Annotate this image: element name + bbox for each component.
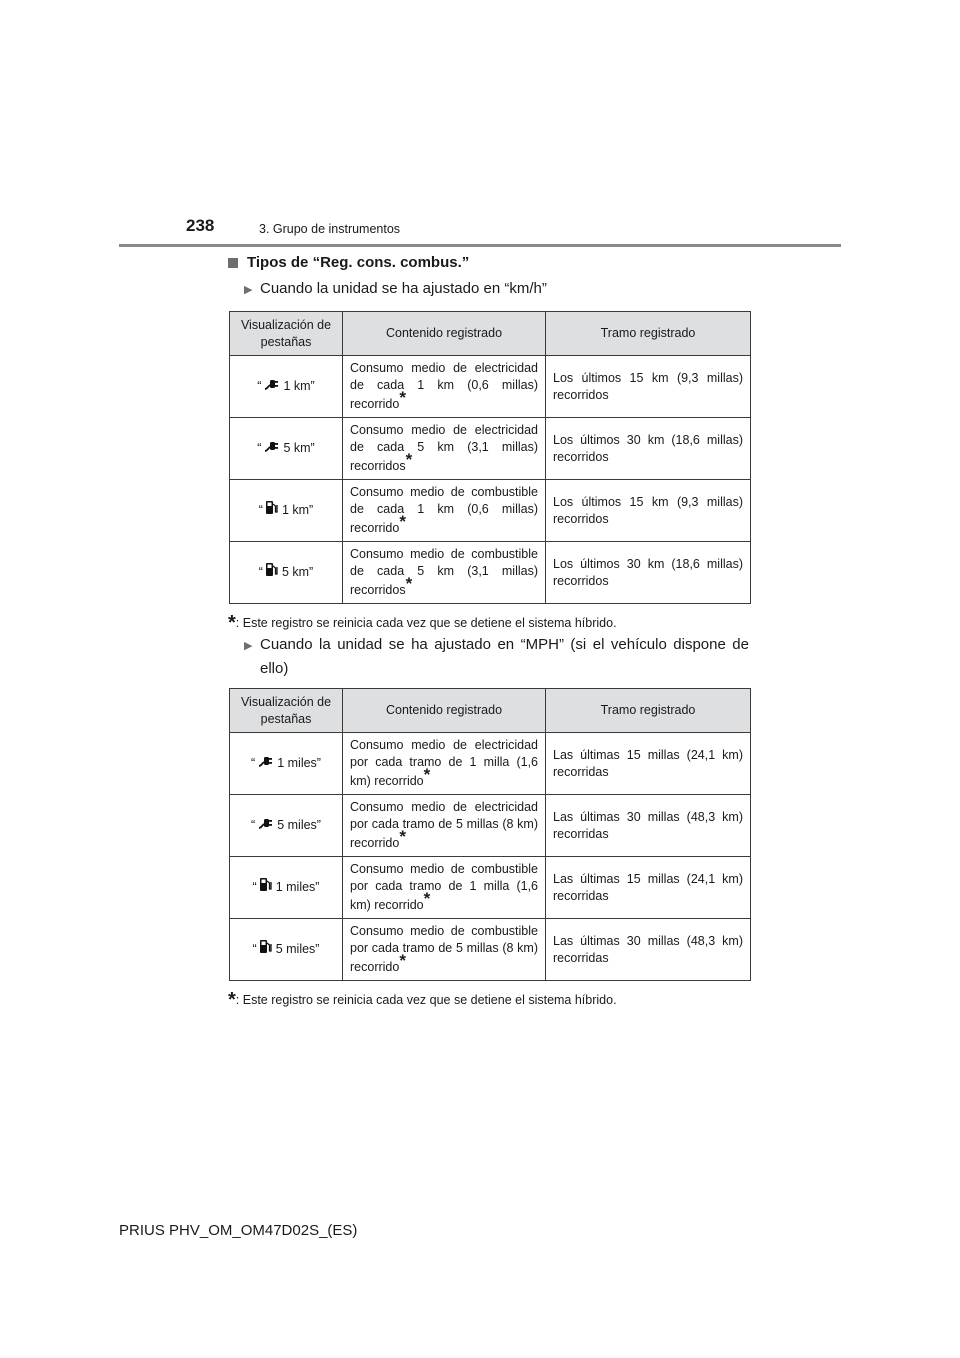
recorded-content-cell (343, 733, 546, 795)
footnote-asterisk: * (228, 989, 236, 1011)
recorded-content-text: Consumo medio de electricidad de cada 1 km (0,6 millas) recorrido (350, 361, 538, 411)
quote-open: “ (252, 941, 257, 956)
tab-display-cell (230, 418, 343, 480)
header-recorded-range: Tramo registrado (546, 312, 751, 356)
table-header-row (230, 689, 751, 733)
header-recorded-content: Contenido registrado (343, 689, 546, 733)
page-number: 238 (186, 216, 215, 235)
header-tab-display: Visualización de pestañas (230, 689, 343, 733)
footnote-reference: * (423, 889, 431, 908)
miles-table (229, 688, 751, 981)
quote-open: “ (258, 502, 263, 517)
recorded-range-text: Las últimas 30 millas (48,3 km) recorridas (553, 809, 743, 841)
recorded-range-text: Los últimos 15 km (9,3 millas) recorridos (553, 494, 743, 526)
recorded-content-text: Consumo medio de electricidad por cada tramo de 1 milla (1,6 km) recorrido (350, 738, 538, 788)
recorded-content-text: Consumo medio de combustible por cada tramo de 1 milla (1,6 km) recorrido (350, 862, 538, 912)
electric-plug-icon (263, 376, 279, 395)
footnote-miles (228, 987, 617, 1010)
footnote-reference: * (399, 827, 406, 846)
quote-open: “ (251, 755, 256, 770)
recorded-content-text: Consumo medio de combustible por cada tramo de 5 millas (8 km) recorrido (350, 924, 538, 974)
footnote-reference: * (399, 388, 406, 407)
header-recorded-range: Tramo registrado (546, 689, 751, 733)
section-heading-text: Tipos de “Reg. cons. combus.” (247, 254, 470, 271)
recorded-range-text: Las últimas 15 millas (24,1 km) recorridas (553, 871, 743, 903)
condition-text: Cuando la unidad se ha ajustado en “MPH” (si el vehículo dispone de ello) (260, 636, 749, 677)
recorded-range-cell (546, 480, 751, 542)
tab-label: 5 miles” (275, 941, 320, 956)
recorded-range-text: Las últimas 15 millas (24,1 km) recorridas (553, 747, 743, 779)
tab-label: 1 km” (281, 502, 314, 517)
tab-display-cell (230, 356, 343, 418)
recorded-content-text: Consumo medio de electricidad de cada 5 km (3,1 millas) recorridos (350, 423, 538, 473)
table-row (230, 418, 751, 480)
electric-plug-icon (257, 753, 273, 772)
tab-label: 5 km” (283, 440, 315, 455)
recorded-range-text: Las últimas 30 millas (48,3 km) recorridas (553, 933, 743, 965)
recorded-range-cell (546, 857, 751, 919)
fuel-pump-icon (265, 499, 278, 520)
table-row (230, 480, 751, 542)
recorded-range-cell (546, 542, 751, 604)
recorded-content-cell (343, 418, 546, 480)
recorded-range-text: Los últimos 15 km (9,3 millas) recorridos (553, 370, 743, 402)
header-divider (119, 244, 841, 247)
condition-text: Cuando la unidad se ha ajustado en “km/h” (260, 280, 547, 297)
tab-label: 1 km” (283, 378, 315, 393)
condition-kmh (244, 277, 749, 302)
electric-plug-icon (257, 815, 273, 834)
tab-label: 1 miles” (275, 879, 320, 894)
footnote-reference: * (423, 765, 431, 784)
table-row (230, 356, 751, 418)
footnote-text: : Este registro se reinicia cada vez que se detiene el sistema híbrido. (235, 616, 617, 630)
recorded-range-cell (546, 733, 751, 795)
footnote-reference: * (405, 574, 413, 593)
recorded-range-cell (546, 418, 751, 480)
quote-open: “ (252, 879, 257, 894)
tab-label: 5 miles” (277, 817, 321, 832)
tab-display-cell (230, 795, 343, 857)
table-row (230, 857, 751, 919)
recorded-range-cell (546, 919, 751, 981)
tab-display-cell (230, 857, 343, 919)
section-title: 3. Grupo de instrumentos (259, 222, 401, 236)
recorded-range-text: Los últimos 30 km (18,6 millas) recorridos (553, 432, 743, 464)
condition-mph (244, 633, 749, 681)
recorded-content-text: Consumo medio de combustible de cada 5 km (3,1 millas) recorridos (350, 547, 538, 597)
document-code: PRIUS PHV_OM_OM47D02S_(ES) (119, 1222, 358, 1239)
recorded-content-cell (343, 542, 546, 604)
electric-plug-icon (263, 438, 279, 457)
quote-open: “ (257, 440, 262, 455)
recorded-content-cell (343, 795, 546, 857)
tab-display-cell (230, 480, 343, 542)
section-heading (228, 254, 469, 271)
fuel-pump-icon (259, 876, 272, 897)
tab-display-cell (230, 733, 343, 795)
fuel-pump-icon (259, 938, 272, 959)
triangle-bullet-icon: ▶ (244, 284, 253, 296)
recorded-range-cell (546, 795, 751, 857)
header-tab-display: Visualización de pestañas (230, 312, 343, 356)
recorded-content-cell (343, 480, 546, 542)
footnote-text: : Este registro se reinicia cada vez que se detiene el sistema híbrido. (235, 993, 617, 1007)
footnote-reference: * (399, 512, 406, 531)
km-table (229, 311, 751, 604)
recorded-content-cell (343, 356, 546, 418)
quote-open: “ (258, 564, 263, 579)
quote-open: “ (251, 817, 256, 832)
table-row (230, 919, 751, 981)
square-bullet-icon (228, 258, 238, 268)
recorded-content-cell (343, 857, 546, 919)
footnote-reference: * (405, 450, 413, 469)
recorded-content-text: Consumo medio de electricidad por cada tramo de 5 millas (8 km) recorrido (350, 800, 538, 850)
table-header-row (230, 312, 751, 356)
table-row (230, 542, 751, 604)
tab-label: 1 miles” (277, 755, 321, 770)
header-recorded-content: Contenido registrado (343, 312, 546, 356)
tab-display-cell (230, 542, 343, 604)
recorded-range-text: Los últimos 30 km (18,6 millas) recorridos (553, 556, 743, 588)
recorded-range-cell (546, 356, 751, 418)
footnote-reference: * (399, 951, 406, 970)
fuel-pump-icon (265, 561, 278, 582)
table-row (230, 795, 751, 857)
recorded-content-text: Consumo medio de combustible de cada 1 km (0,6 millas) recorrido (350, 485, 538, 535)
recorded-content-cell (343, 919, 546, 981)
tab-display-cell (230, 919, 343, 981)
triangle-bullet-icon: ▶ (244, 640, 253, 652)
tab-label: 5 km” (281, 564, 314, 579)
footnote-km (228, 610, 617, 633)
quote-open: “ (257, 378, 262, 393)
table-row (230, 733, 751, 795)
footnote-asterisk: * (228, 612, 236, 634)
